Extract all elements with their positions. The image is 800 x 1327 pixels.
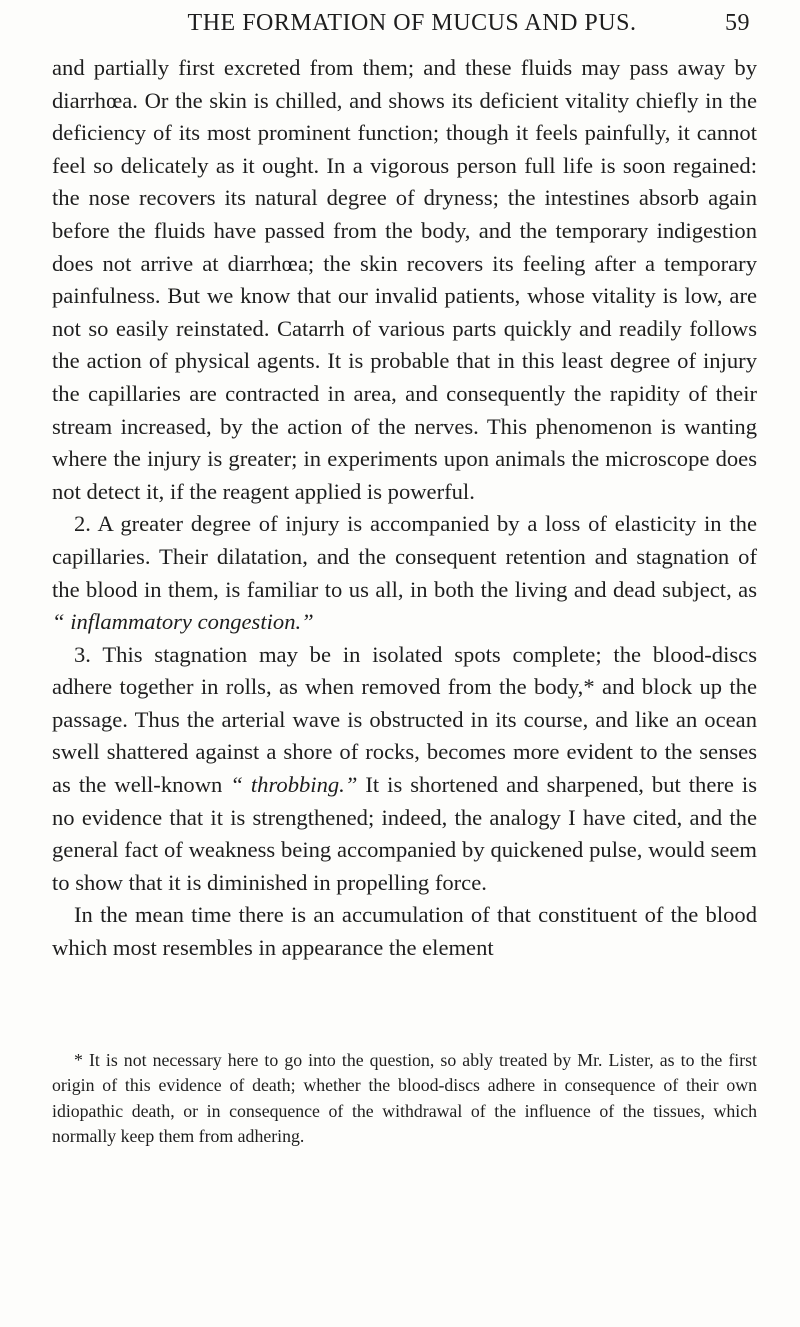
footnote-text: * It is not necessary here to go into the question, so ably treated by Mr. Lister, as to the first origin of this evidence of death; whether the blood-discs adhere in consequence of their own idiopathic death, or in consequence of the withdrawal of the influence of the tissues, which normally keep them from adhering. [52,1050,757,1147]
italic-term-inflammatory-congestion: “ inflammatory congestion.” [52,609,314,635]
paragraph-text: and partially first excreted from them; and these fluids may pass away by diarrhœa. Or the skin is chilled, and shows its deficient vitality chiefly in the deficiency of its most prominent function; though it feels painfully, it cannot feel so delicately as it ought. In a vigorous person full life is soon regained: the nose recovers its natural degree of dryness; the intestines absorb again before the fluids have passed from the body, and the temporary indigestion does not arrive at diarrhœa; the skin recovers its feeling after a temporary painfulness. But we know that our invalid patients, whose vitality is low, are not so easily reinstated. Catarrh of various parts quickly and readily follows the action of physical agents. It is probable that in this least degree of injury the capillaries are contracted in area, and consequently the rapidity of their stream increased, by the action of the nerves. This phenomenon is wanting where the injury is greater; in experiments upon animals the microscope does not detect it, if the reagent applied is powerful. [52,55,757,504]
body-text [52,52,757,965]
paragraph-text: In the mean time there is an accumulation of that constituent of the blood which most resembles in appearance the element [52,902,757,961]
paragraph-text: 2. A greater degree of injury is accompanied by a loss of elasticity in the capillaries. Their dilatation, and the consequent retention and stagnation of the blood in them, is familiar to us all, in both the living and dead subject, as [52,511,757,602]
paragraph-text: It is shortened and sharpened, but there is no evidence that it is strengthened; indeed, the analogy I have cited, and the general fact of weakness being accompanied by quickened pulse, would seem to show that it is diminished in propelling force. [52,772,757,895]
paragraph-2 [52,508,757,638]
page-number: 59 [725,10,750,36]
footnote [52,1048,757,1150]
footnote-reference: * [583,674,595,700]
running-head [74,10,750,44]
italic-term-throbbing: “ throbbing.” [230,772,358,798]
running-head-title: THE FORMATION OF MUCUS AND PUS. [187,10,637,36]
paragraph-text: 3. This stagnation may be in isolated spots complete; the blood-discs adhere together in rolls, as when removed from the body, [52,641,757,700]
paragraph-3 [52,639,757,900]
paragraph-4 [52,899,757,964]
paragraph-continuation [52,52,757,508]
paragraph-text: and block up the passage. Thus the arterial wave is obstructed in its course, and like an ocean swell shattered against a shore of rocks, becomes more evident to the senses as the well-known [52,674,757,798]
